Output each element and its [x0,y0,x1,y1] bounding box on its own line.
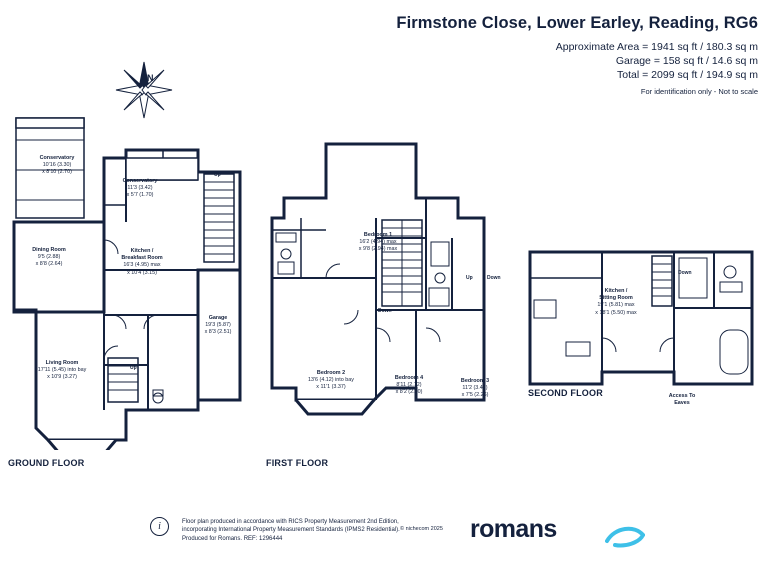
footer [150,515,758,565]
info-icon: i [150,517,169,536]
area-line-2: Garage = 158 sq ft / 14.6 sq m [615,55,758,67]
copyright: © nichecom 2025 [400,526,443,532]
room-conservatory-2: Conservatory 11'3 (3.42) x 5'7 (1.70) [122,178,158,199]
stairs-up-label-first: Up [466,275,473,281]
footer-line-2: incorporating International Property Measurement Standards (IPMS2 Residential). [182,527,400,534]
room-garage: Garage 19'3 (5.87) x 8'3 (2.51) [204,315,232,336]
brand-logo: romans [470,515,557,543]
room-bedroom-1: Bedroom 1 16'2 (4.94) max x 9'8 (2.94) max [358,232,398,253]
area-line-1: Approximate Area = 1941 sq ft / 180.3 sq m [555,41,758,53]
area-line-3: Total = 2099 sq ft / 194.9 sq m [617,69,758,81]
floor-label-second: SECOND FLOOR [528,388,603,398]
room-bedroom-4: Bedroom 4 8'11 (2.72) x 8'2 (2.50) [394,375,424,396]
compass-north-label: N [147,73,154,83]
second-floor-plan [524,238,764,398]
stairs-up-label-hall: Up [130,365,137,371]
room-living: Living Room 17'11 (5.45) into bay x 10'9 (3.27) [37,360,87,381]
floor-label-first: FIRST FLOOR [266,458,329,468]
header [396,14,758,96]
room-bedroom-2: Bedroom 2 13'6 (4.12) into bay x 11'1 (3.37) [308,370,354,391]
room-dining: Dining Room 9'5 (2.88) x 8'8 (2.64) [32,247,66,268]
stairs-down-label-second: Down [678,270,692,276]
room-access-to-eaves: Access To Eaves [668,393,696,407]
room-bedroom-3: Bedroom 3 11'2 (3.40) x 7'5 (2.26) [460,378,490,399]
page-title: Firmstone Close, Lower Earley, Reading, RG6 [396,14,758,32]
disclaimer: For identification only - Not to scale [640,87,758,96]
floor-label-ground: GROUND FLOOR [8,458,85,468]
brand-swoosh-icon [605,523,645,549]
room-kitchen-breakfast: Kitchen / Breakfast Room 16'3 (4.95) max x 10'4 (3.15) [121,248,163,276]
stairs-down-label-first-2: Down [378,308,392,314]
room-kitchen-sitting: Kitchen / Sitting Room 19'1 (5.81) max x 18'1 (5.50) max [595,288,637,316]
room-conservatory-1: Conservatory 10'16 (3.30) x 8'10 (2.70) [39,155,75,176]
stairs-up-label-ground: Up [214,172,221,178]
footer-line-3: Produced for Romans. REF: 1296444 [182,535,283,542]
first-floor-plan [266,138,516,448]
stairs-down-label-first: Down [487,275,501,281]
footer-line-1: Floor plan produced in accordance with RICS Property Measurement 2nd Edition, [182,519,399,525]
